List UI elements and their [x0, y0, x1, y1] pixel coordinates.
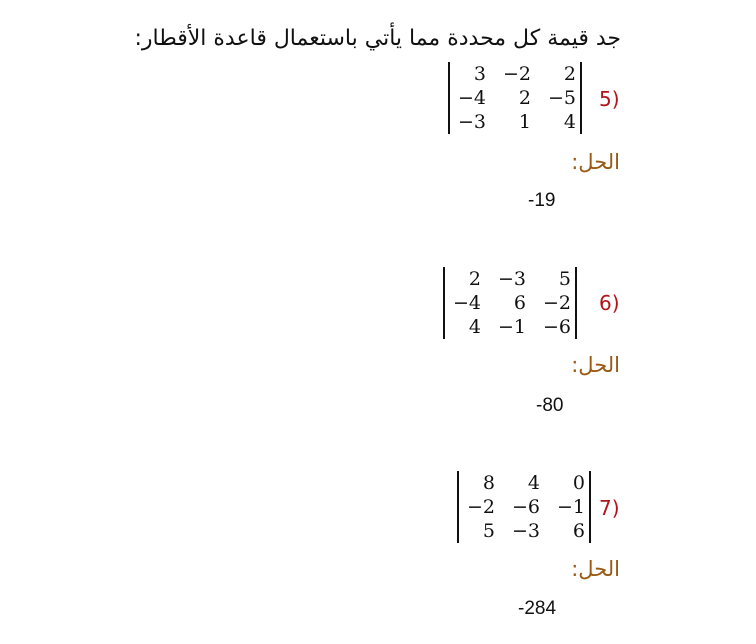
answer-value: -80: [536, 395, 564, 416]
matrix-cell: −3: [457, 111, 486, 133]
matrix-cell: 5: [482, 520, 495, 542]
matrix-cell: −5: [547, 87, 576, 109]
problem-number: 5): [599, 87, 620, 111]
matrix-cell: 2: [518, 87, 531, 109]
determinant-matrix: [448, 62, 582, 134]
matrix-cell: 1: [518, 111, 531, 133]
matrix-cell: 6: [513, 292, 526, 314]
matrix-cell: 0: [572, 472, 585, 494]
matrix-cell: −4: [457, 87, 486, 109]
matrix-cell: −1: [497, 316, 526, 338]
matrix-cell: 4: [468, 316, 481, 338]
matrix-cell: −6: [511, 496, 540, 518]
matrix-grid: [463, 471, 585, 543]
matrix-cell: −2: [466, 496, 495, 518]
matrix-cell: 3: [473, 63, 486, 85]
matrix-cell: −3: [497, 268, 526, 290]
matrix-cell: 4: [563, 111, 576, 133]
determinant-matrix: [457, 471, 591, 543]
matrix-cell: 6: [572, 520, 585, 542]
matrix-grid: [454, 62, 576, 134]
matrix-grid: [449, 267, 571, 339]
answer-value: -284: [518, 598, 557, 619]
answer-value: -19: [528, 190, 556, 211]
exercise-heading: جد قيمة كل محددة مما يأتي باستعمال قاعدة الأقطار:: [134, 26, 621, 51]
solution-label: الحل:: [571, 353, 620, 377]
matrix-cell: 2: [468, 268, 481, 290]
matrix-cell: −1: [556, 496, 585, 518]
matrix-cell: 8: [482, 472, 495, 494]
matrix-cell: −4: [452, 292, 481, 314]
matrix-cell: −3: [511, 520, 540, 542]
matrix-cell: 4: [527, 472, 540, 494]
solution-label: الحل:: [571, 150, 620, 174]
matrix-cell: −2: [542, 292, 571, 314]
problem-number: 6): [599, 291, 620, 315]
solution-label: الحل:: [571, 557, 620, 581]
problem-number: 7): [599, 496, 620, 520]
matrix-cell: −6: [542, 316, 571, 338]
matrix-cell: 5: [558, 268, 571, 290]
determinant-matrix: [443, 267, 577, 339]
matrix-cell: 2: [563, 63, 576, 85]
matrix-cell: −2: [502, 63, 531, 85]
